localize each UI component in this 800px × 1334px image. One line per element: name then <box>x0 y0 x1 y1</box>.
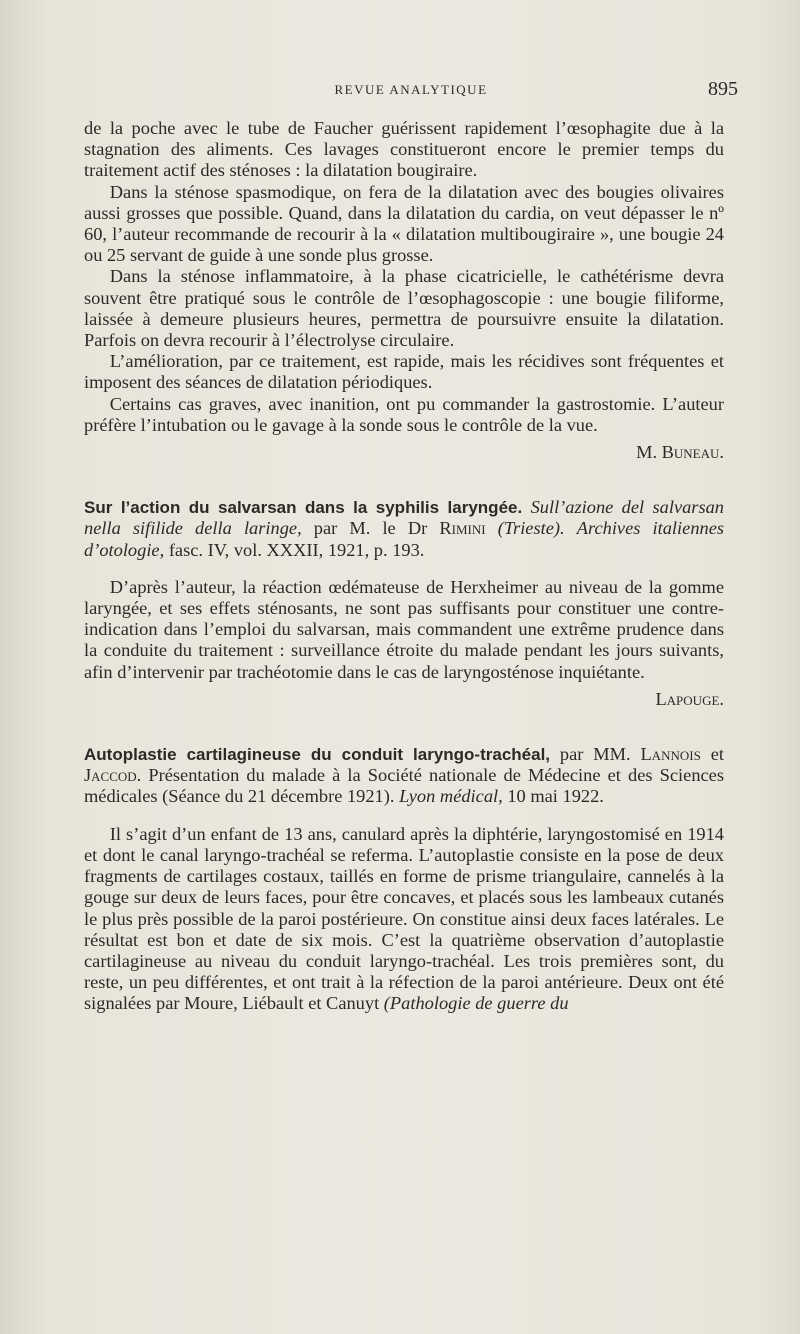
entry-journal: Lyon médical, <box>399 786 503 807</box>
entry-title-italian: Sull’azione del salvarsan nella sifilide della laringe, <box>84 497 725 539</box>
entry-reference: 10 mai 1922. <box>507 786 604 807</box>
paragraph: Certains cas graves, avec inanition, ont pu commander la gastrostomie. L’auteur préfère l’intubation ou le gavage à la sonde sous le contrôle de la vue. <box>84 393 724 435</box>
entry-by: par M. le Dr <box>313 518 428 539</box>
entry-title: Sur l’action du salvarsan dans la syphilis laryngée. <box>84 498 523 518</box>
paragraph-text: Il s’agit d’un enfant de 13 ans, canulard après la diphtérie, laryngostomisé en 1914 et dont le canal laryngo-trachéal se referma. L’autoplastie consiste en la pose de deux fragments de cartilages costaux, taillés en forme de prisme triangulaire, cannelés à la gouge sur deux de leurs faces, pour être concaves, et placés sous les lambeaux cutanés le plus près possible de la paroi postérieure. On constitue ainsi deux faces latérales. Le résultat est bon et date de six mois. C’est la quatrième observation d’autoplastie cartilagineuse au niveau du conduit laryngo-trachéal. Les trois premières sont, du reste, un peu différentes, et ont trait à la réfection de la paroi antérieure. Deux ont été signalées par Moure, Liébault et Canuyt <box>84 823 724 1014</box>
signature: Lapouge. <box>655 688 724 709</box>
entry-author: Lannois <box>640 744 701 765</box>
entry-author: Jaccod. <box>84 765 142 786</box>
entry-reference: fasc. IV, vol. XXXII, 1921, p. 193. <box>168 539 425 560</box>
page-number: 895 <box>708 78 738 100</box>
page-header <box>84 78 738 104</box>
entry-title: Autoplastie cartilagineuse du conduit laryngo-trachéal, <box>84 745 551 765</box>
paragraph-italic: (Pathologie de guerre du <box>383 993 569 1014</box>
entry-presentation: Présentation du malade à la Société nationale de Médecine et des Sciences médicales (Séance du 21 décembre 1921). <box>84 765 724 807</box>
entry-heading <box>84 497 724 561</box>
entry-by: par MM. <box>559 744 631 765</box>
entry-heading <box>84 744 724 808</box>
paragraph: Dans la sténose inflammatoire, à la phase cicatricielle, le cathétérisme devra souvent être pratiqué sous le contrôle de l’œsophagoscopie : une bougie filiforme, laissée à demeure plusieurs heures, permettra de poursuivre ensuite la dilatation. Parfois on devra recourir à l’électrolyse circulaire. <box>84 266 724 351</box>
entry-author: Rimini <box>439 518 486 539</box>
entry-place: (Trieste). <box>497 518 565 539</box>
paragraph: de la poche avec le tube de Faucher guérissent rapidement l’œsophagite due à la stagnation des aliments. Ces lavages constitueront encore le premier temps du traitement actif des sténoses : la dilatation bougiraire. <box>84 118 724 181</box>
paragraph <box>84 824 724 1015</box>
paragraph: Dans la sténose spasmodique, on fera de la dilatation avec des bougies olivaires aussi grosses que possible. Quand, dans la dilatation du cardia, on veut dépasser le nº 60, l’auteur recommande de recourir à la « dilatation multibougiraire », une bougie 24 ou 25 servant de guide à une sonde plus grosse. <box>84 181 724 266</box>
entry-and: et <box>710 744 724 765</box>
page-content <box>84 118 724 1015</box>
running-title: REVUE ANALYTIQUE <box>334 82 488 97</box>
signature: M. Buneau. <box>636 442 724 463</box>
paragraph: L’amélioration, par ce traitement, est rapide, mais les récidives sont fréquentes et imposent des séances de dilatation périodiques. <box>84 351 724 393</box>
paragraph: D’après l’auteur, la réaction œdémateuse de Herxheimer au niveau de la gomme laryngée, et ses effets sténosants, ne sont pas suffisants pour constituer une contre-indication dans l’emploi du salvarsan, mais commandent une extrême prudence dans la conduite du traitement : surveillance étroite du malade pendant les jours suivants, afin d’intervenir par trachéotomie dans le cas de laryngosténose inquiétante. <box>84 576 724 682</box>
entry-journal: Archives italiennes d’otologie, <box>84 518 725 560</box>
